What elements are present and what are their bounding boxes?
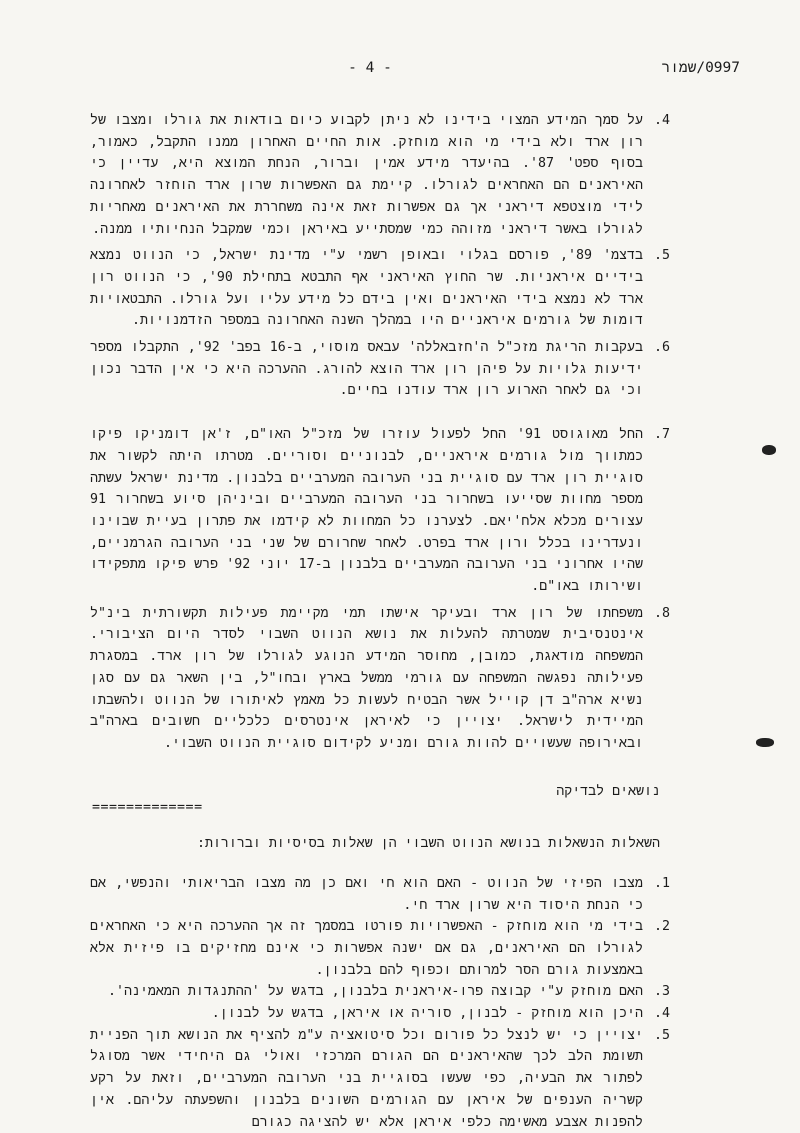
question-5 [90, 1025, 670, 1133]
paragraph-text: משפחתו של רון ארד ובעיקר אישתו תמי מקיימת פעילות תקשורתית בינ"ל אינטנסיבית שמטרתה להעלות את נושא הנווט השבוי לסדר היום הציבורי. המשפחה מודאגת, כמובן, מחוסר המידע הנוגע לגורלו של רון ארד. במסגרת פעילותה נפגשה המשפחה עם גורמי ממשל בארץ ובחו"ל, בין השאר גם עם סגן נשיא ארה"ב דן קוייל אשר הבטיח לעשות כל מאמץ לאיתורו של הנווט ולהשבתו המיידית לישראל. יצויין כי לאיראן אינטרסים כלכליים חשובים בארה"ב ובאירופה שעשויים להוות גורם ומניע לקידום סוגיית הנווט השבוי. [90, 605, 643, 751]
section-title-text: נושאים לבדיקה [556, 783, 660, 799]
paragraph-8 [90, 603, 670, 755]
question-text: יצויין כי יש לנצל כל פורום וכל סיטואציה ע"מ להציף את הנושא תוך הפניית תשומת הלב לכך שהאיראנים הם הגורם המרכזי ואולי גם היחידי אשר מסוגל לפתור את הבעיה, כפי שעשו בסוגיית בני הערובה המערביים, וזאת על רקע קשריה הענפים של איראן עם הגורמים השונים בלבנון והשפעתה עליהם. אין להפנות אצבע מאשימה כלפי איראן אלא יש להציגה כגורם [90, 1027, 643, 1130]
question-number: 4. [653, 1006, 670, 1022]
paragraph-text: בדצמ' 89', פורסם בגלוי ובאופן רשמי ע"י מדינת ישראל, כי הנווט נמצא בידיים איראניות. שר החוץ האיראני אף התבטא בתחילת 90', כי הנווט רון ארד לא נמצא בידי האיראנים ואין בידם כל מידע עליו ועל גורלו. התבטאויות דומות של גורמים איראניים היו במהלך השנה האחרונה במספר הזדמנויות. [90, 248, 643, 329]
paragraph-4 [90, 110, 670, 240]
question-number: 1. [653, 875, 670, 891]
scan-ink-blot [756, 738, 774, 747]
section-title-underline: ============= [92, 800, 203, 816]
document-reference: 0997/שמור [661, 60, 740, 76]
paragraph-text: בעקבות הריגת מזכ"ל ה'חזבאללה' עבאס מוסוי, ב-16 בפב' 92', התקבלו מספר ידיעות גלויות על פיהן רון ארד הוצא להורג. ההערכה היא כי אין הדבר נכון וכי גם לאחר הארוע רון ארד עודנו בחיים. [90, 340, 643, 399]
scan-ink-blot [762, 445, 776, 455]
paragraph-number: 8. [653, 605, 670, 621]
page-header [60, 60, 740, 86]
paragraph-7 [90, 424, 670, 598]
question-number: 3. [653, 984, 670, 1000]
question-text: מצבו הפיזי של הנווט - האם הוא חי ואם כן מה מצבו הבריאותי והנפשי, אם כי הנחת היסוד היא שרון ארד חי. [90, 875, 643, 913]
paragraph-text: החל מאוגוסט 91' החל לפעול עוזרו של מזכ"ל האו"ם, ז'אן דומניקו פיקו כמתווך מול גורמים איראניים, לבנוניים וסוריים. מטרתו היתה לקשור את סוגיית רון ארד עם סוגיית בני הערובה המערביים בלבנון. מדינת ישראל עשתה מספר מחוות שסייעו בשחרור בני הערובה המערביים וביניהן סיוע בשחרור 91 עצורים מכלא אלח'יאם. לצערנו כל המחוות לא קידמו את פתרון בעיית שבוינו ונעדרינו בכלל ורון ארד בפרט. לאחר שחרורם של שני בני הערובה הגרמניים, שהיו אחרוני בני הערובה המערביים בלבנון ב-17 יוני 92' פרש פיקו מתפקידו ושירותו באו"ם. [90, 427, 644, 595]
document-body [90, 110, 670, 1133]
question-text: האם מוחזק ע"י קבוצה פרו-איראנית בלבנון, בדגש על 'ההתנגדות המאמינה'. [107, 984, 643, 1000]
paragraph-number: 5. [653, 248, 670, 264]
paragraph-5 [90, 245, 670, 332]
question-4 [90, 1003, 670, 1025]
paragraph-number: 6. [653, 340, 670, 356]
paragraph-number: 7. [653, 427, 670, 443]
questions-intro: השאלות הנשאלות בנושא הנווט השבוי הן שאלות בסיסיות וברורות: [196, 836, 660, 852]
section-title [90, 781, 660, 819]
question-3 [90, 981, 670, 1003]
question-1 [90, 873, 670, 916]
paragraph-text: על סמך המידע המצוי בידינו לא ניתן לקבוע כיום בודאות את גורלו ומצבו של רון ארד ולא בידי מי הוא מוחזק. אות החיים האחרון ממנו התקבל, כאמור, בסוף ספט' 87'. בהיעדר מידע אמין וברור, הנחת המוצא היא, עדיין כי האיראנים הם האחראים לגורלו. קיימת גם האפשרות שרון ארד הוחזר לאחרונה לידי מוצטפא דיראני אך גם אפשרות זאת אינה משחררת את האיראנים מאחריות לגורלו באשר דיראני מזוהה כמי שמסתייע באיראן וכמי שמקבל הנחיותיו ממנה. [90, 113, 643, 237]
question-number: 5. [653, 1027, 670, 1043]
paragraph-number: 4. [653, 113, 670, 128]
question-text: היכן הוא מוחזק - לבנון, סוריה או איראן, בדגש על לבנון. [211, 1006, 643, 1022]
paragraph-6 [90, 337, 670, 402]
question-2 [90, 916, 670, 981]
question-number: 2. [653, 919, 670, 935]
question-text: בידי מי הוא מוחזק - האפשרויות פורטו במסמך זה אך ההערכה היא כי האחראים לגורלו הם האיראנים, גם אם ישנה אפשרות כי אינם מחזיקים בו פיזית אלא באמצעות גורם הסר למרותם וכפוף להם בלבנון. [90, 919, 643, 978]
page-number: - 4 - [348, 60, 392, 76]
